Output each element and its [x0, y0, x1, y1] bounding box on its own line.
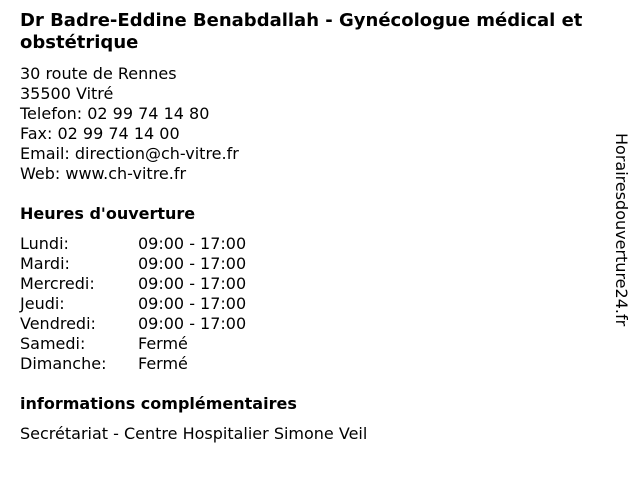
additional-info-text: Secrétariat - Centre Hospitalier Simone Veil — [20, 424, 368, 443]
hours-value: 09:00 - 17:00 — [138, 274, 247, 293]
day-label: Jeudi: — [20, 294, 65, 313]
day-label: Mercredi: — [20, 274, 95, 293]
email-address: Email: direction@ch-vitre.fr — [20, 144, 239, 163]
hours-row-thursday — [20, 294, 246, 314]
day-label: Dimanche: — [20, 354, 107, 373]
contact-block — [20, 64, 239, 184]
hours-row-monday — [20, 234, 246, 254]
street-address: 30 route de Rennes — [20, 64, 177, 83]
hours-row-sunday — [20, 354, 246, 374]
hours-row-wednesday — [20, 274, 246, 294]
hours-row-friday — [20, 314, 246, 334]
hours-value: Fermé — [138, 334, 188, 353]
phone-number: Telefon: 02 99 74 14 80 — [20, 104, 210, 123]
hours-value: Fermé — [138, 354, 188, 373]
fax-number: Fax: 02 99 74 14 00 — [20, 124, 180, 143]
hours-row-tuesday — [20, 254, 246, 274]
hours-value: 09:00 - 17:00 — [138, 254, 247, 273]
page-title: Dr Badre-Eddine Benabdallah - Gynécologue médical et obstétrique — [20, 10, 583, 53]
hours-row-saturday — [20, 334, 246, 354]
hours-value: 09:00 - 17:00 — [138, 234, 247, 253]
hours-value: 09:00 - 17:00 — [138, 314, 247, 333]
day-label: Vendredi: — [20, 314, 96, 333]
city: 35500 Vitré — [20, 84, 114, 103]
site-watermark: Horairesdouverture24.fr — [612, 133, 631, 327]
day-label: Samedi: — [20, 334, 86, 353]
opening-hours-heading: Heures d'ouverture — [20, 204, 196, 223]
hours-value: 09:00 - 17:00 — [138, 294, 247, 313]
additional-info-heading: informations complémentaires — [20, 394, 297, 413]
website: Web: www.ch-vitre.fr — [20, 164, 187, 183]
opening-hours-table — [20, 234, 246, 374]
day-label: Lundi: — [20, 234, 69, 253]
day-label: Mardi: — [20, 254, 70, 273]
